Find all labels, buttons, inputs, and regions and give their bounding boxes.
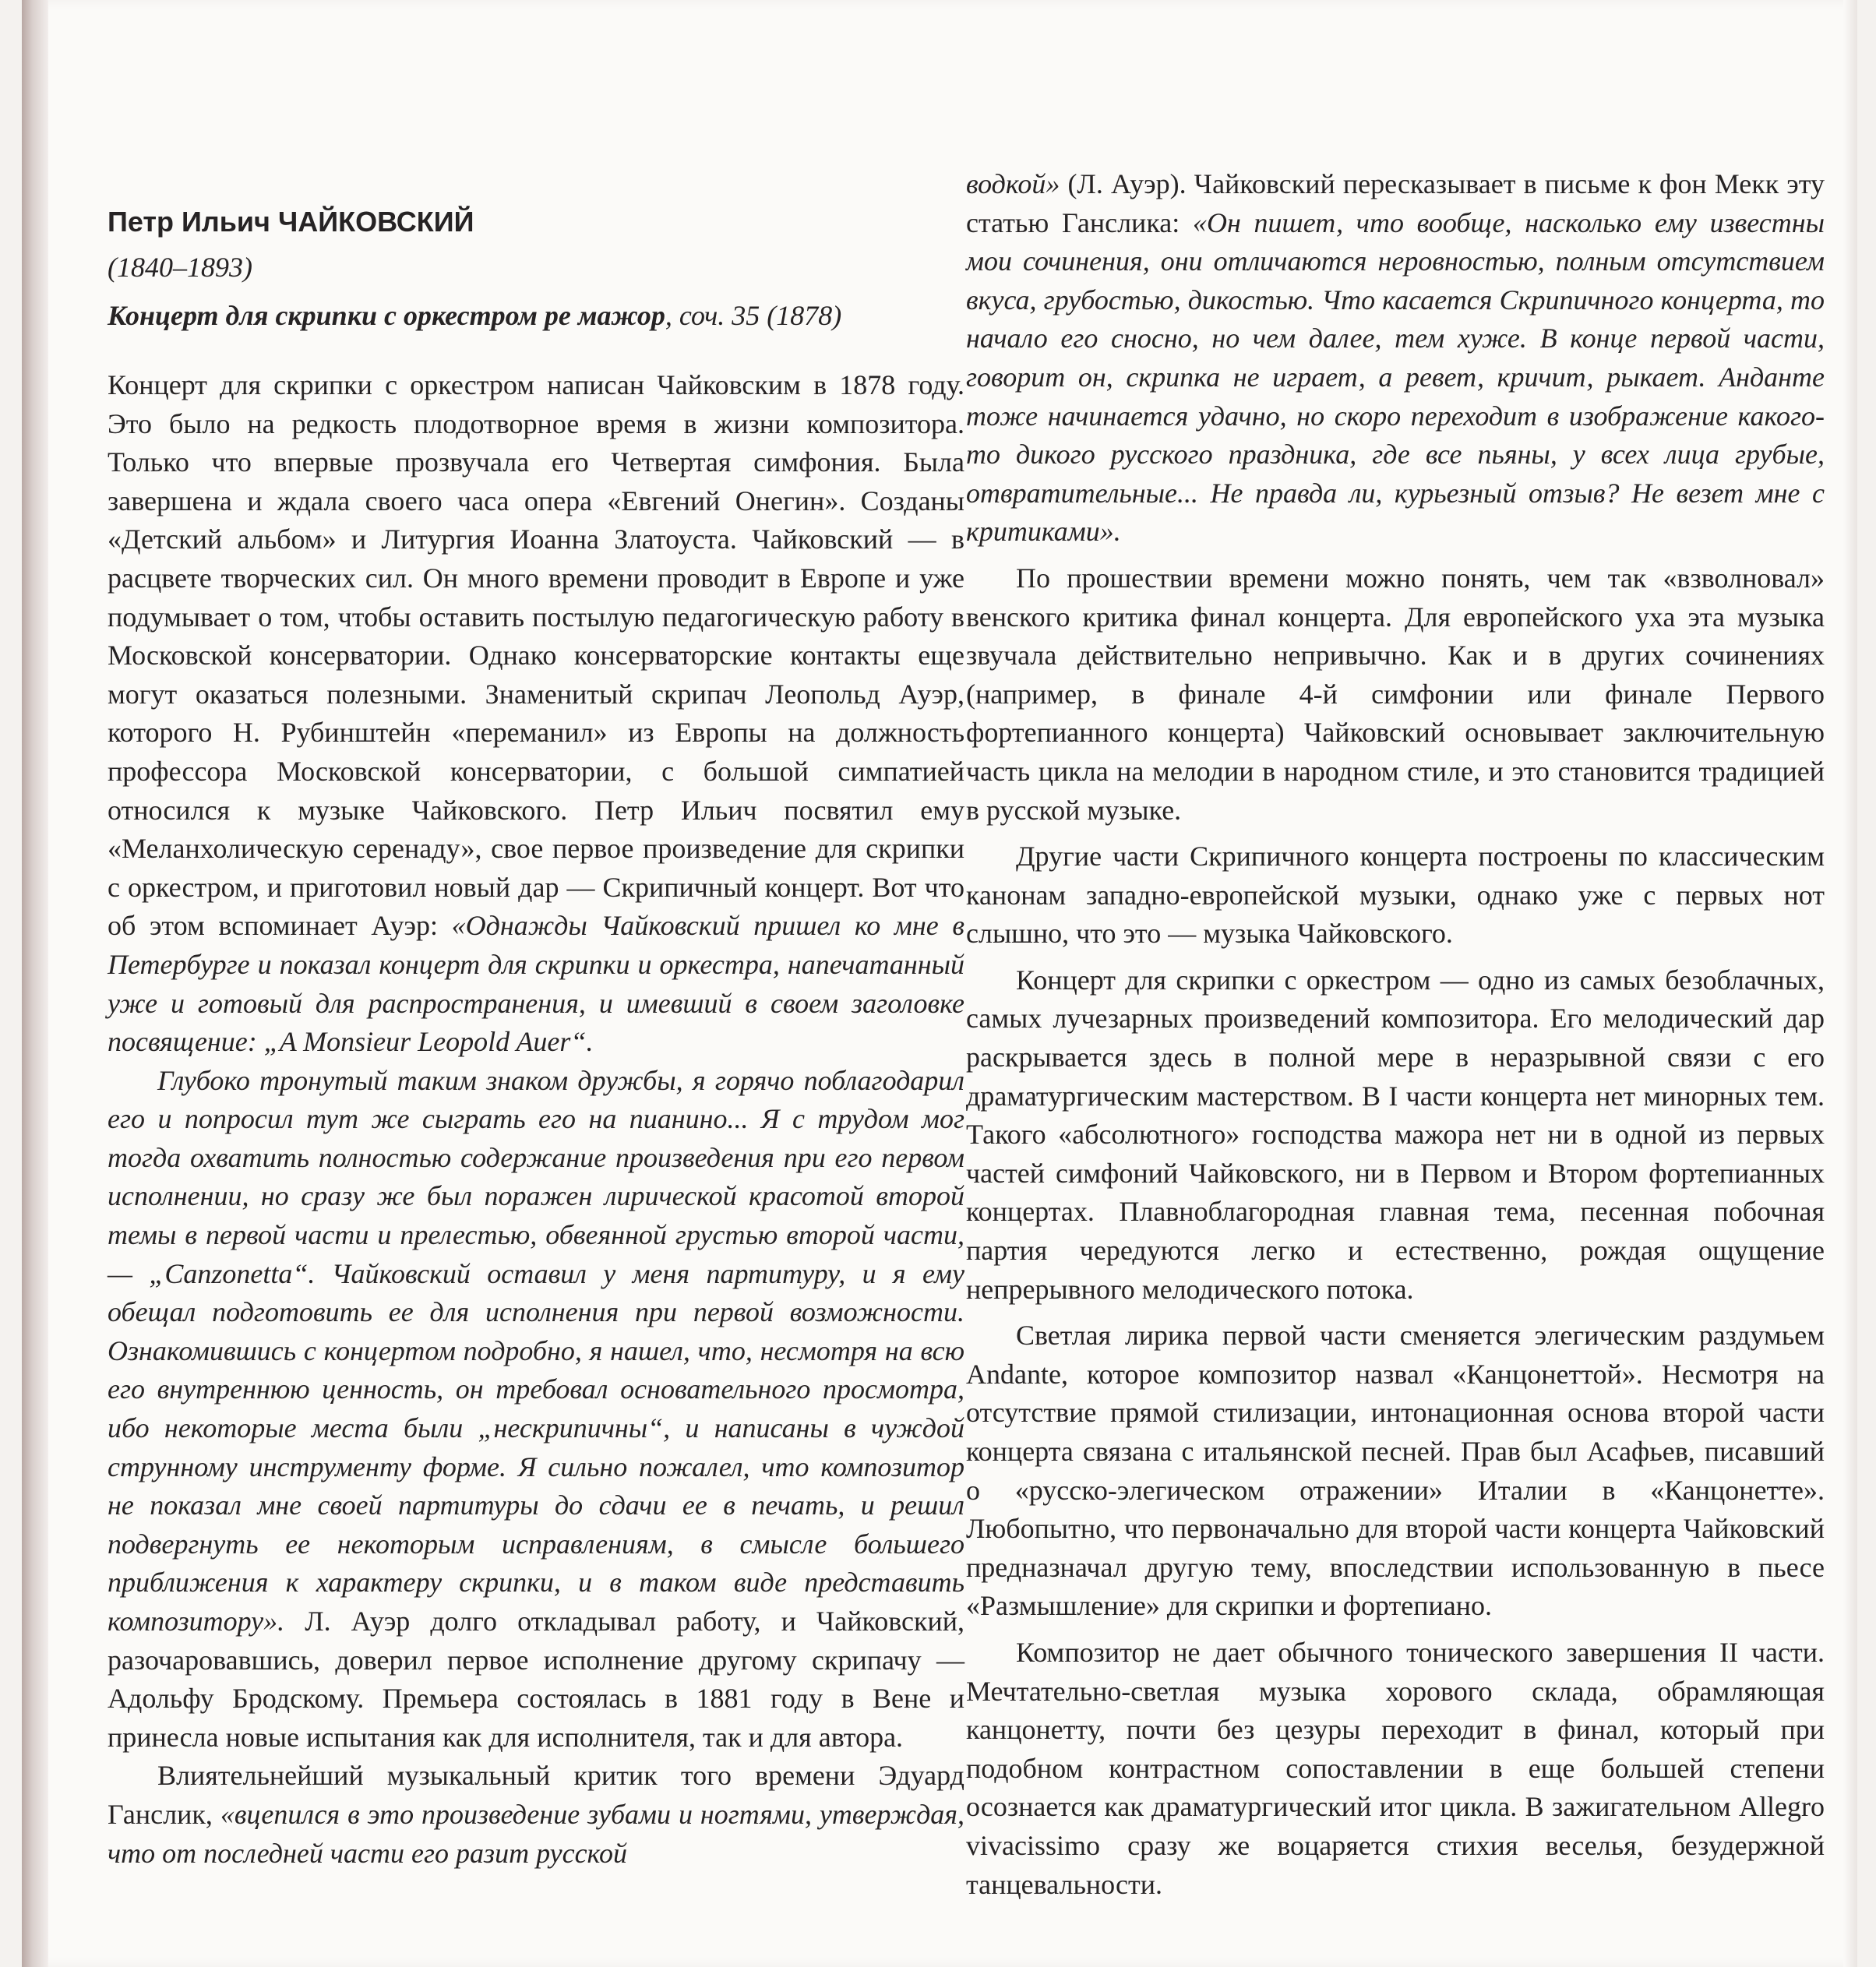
right-column (966, 165, 1825, 1904)
paragraph: Концерт для скрипки с оркестром — одно из самых безоблачных, самых лучезарных произведений композитора. Его мелодический дар раскрывается здесь в полной мере в неразрывной связи с его драматургическим мастерством. В I части концерта нет минорных тем. Такого «абсолютного» господства мажора нет ни в одной из первых частей симфоний Чайковского, ни в Первом и Втором фортепианных концертах. Плавноблагородная главная тема, песенная побочная партия чередуются легко и естественно, рождая ощущение непрерывного мелодического потока. (966, 964, 1825, 1305)
paragraph (108, 1062, 964, 1757)
work-title-text: Концерт для скрипки с оркестром ре мажор (108, 300, 665, 331)
quote-run: «вцепился в это произведение зубами и ногтями, утверждая, что от последней части его разит русской (108, 1798, 965, 1869)
paragraph: По прошествии времени можно понять, чем так «взволновал» венского критика финал концерта. Для европейского уха эта музыка звучала действительно непривычно. Как и в других сочинениях (например, в финале 4-й симфонии или финале Первого фортепианного концерта) Чайковский основывает заключительную часть цикла на мелодии в народном стиле, и это становится традицией в русской музыке. (966, 562, 1825, 826)
quote-run: Глубоко тронутый таким знаком дружбы, я горячо поблагодарил его и попросил тут же сыграть его на пианино... Я с трудом мог тогда охватить полностью содержание произведения при его первом исполнении, но сразу же был поражен лирической красотой второй темы в первой части и прелестью, обвеянной грустью второй части, — „Canzonetta“. Чайковский оставил у меня партитуру, и я ему обещал подготовить ее для исполнения при первой возможности. Ознакомившись с концертом подробно, я нашел, что, несмотря на всю его внутреннюю ценность, он требовал основательного просмотра, ибо некоторые места были „нескрипичны“, и написаны в чуждой струнному инструменту форме. Я сильно пожалел, что композитор не показал мне своей партитуры до сдачи ее в печать, и решил подвергнуть ее некоторым исправлениям, в смысле большего приближения к характеру скрипки, и в таком виде представить композитору». (108, 1064, 964, 1637)
paragraph: Композитор не дает обычного тонического завершения II части. Мечтательно-светлая музыка хорового склада, обрамляющая канцонетту, почти без цезуры переходит в финал, который при подобном контрастном сопоставлении в еще большей степени осознается как драматургический итог цикла. В зажигательном Allegro vivacissimo сразу же воцаряется стихия веселья, безудержной танцевальности. (966, 1636, 1825, 1900)
text-run: Л. Ауэр долго откладывал работу, и Чайковский, разочаровавшись, доверил первое исполнение другому скрипачу — Адольфу Бродскому. Премьера состоялась в 1881 году в Вене и принесла новые испытания как для исполнителя, так и для автора. (108, 1606, 964, 1753)
work-opus: , соч. 35 (1878) (665, 300, 842, 331)
paragraph: Другие части Скрипичного концерта построены по классическим канонам западно-европейской музыки, однако уже с первых нот слышно, что это — музыка Чайковского. (966, 841, 1825, 950)
paragraph (108, 1757, 964, 1873)
quote-run: «Однажды Чайковский пришел ко мне в Петербурге и показал концерт для скрипки и оркестра, напечатанный уже и готовый для распространения, и имевший в своем заголовке посвящение: „A Monsieur Leopold Auer“. (108, 910, 964, 1058)
author-name: Петр Ильич ЧАЙКОВСКИЙ (108, 206, 474, 238)
author-dates: (1840–1893) (108, 252, 252, 283)
page-edge-right (1843, 0, 1857, 1967)
text-run: Влиятельнейший музыкальный критик того времени Эдуард Ганслик, (108, 1760, 964, 1830)
work-title (108, 299, 841, 332)
quote-run: водкой» (966, 168, 1060, 199)
paragraph: Светлая лирика первой части сменяется элегическим раздумьем Andante, которое композитор назвал «Канцонеттой». Несмотря на отсутствие прямой стилизации, интонационная основа второй части концерта связана с итальянской песней. Прав был Асафьев, писавший о «русско-элегическом отражении» Италии в «Канцонетте». Любопытно, что первоначально для второй части концерта Чайковский предназначал другую тему, впоследствии использованную в пьесе «Размышление» для скрипки и фортепиано. (966, 1320, 1825, 1622)
paragraph (966, 165, 1825, 552)
paragraph (108, 366, 964, 1062)
left-column (108, 366, 964, 1873)
quote-run: «Он пишет, что вообще, насколько ему известны мои сочинения, они отличаются неровностью, полным отсутствием вкуса, грубостью, дикостью. Что касается Скрипичного концерта, то начало его сносно, но чем далее, тем хуже. В конце первой части, говорит он, скрипка не играет, а ревет, кричит, рыкает. Анданте тоже начинается удачно, но скоро переходит в изображение какого-то дикого русского праздника, где все пьяны, у всех лица грубые, отвратительные... Не правда ли, курьезный отзыв? Не везет мне с критиками». (966, 206, 1825, 548)
text-run: (Л. Ауэр). Чайковский пересказывает в письме к фон Мекк эту статью Ганслика: (966, 168, 1825, 238)
text-run: Концерт для скрипки с оркестром написан Чайковским в 1878 году. Это было на редкость плодотворное время в жизни композитора. Только что впервые прозвучала его Четвертая симфония. Была завершена и ждала своего часа опера «Евгений Онегин». Созданы «Детский альбом» и Литургия Иоанна Златоуста. Чайковский — в расцвете творческих сил. Он много времени проводит в Европе и уже подумывает о том, чтобы оставить постылую педагогическую работу в Московской консерватории. Однако консерваторские контакты еще могут оказаться полезными. Знаменитый скрипач Леопольд Ауэр, которого Н. Рубинштейн «переманил» из Европы на должность профессора Московской консерватории, с большой симпатией относился к музыке Чайковского. Петр Ильич посвятил ему «Меланхолическую серенаду», свое первое произведение для скрипки с оркестром, и приготовил новый дар — Скрипичный концерт. Вот что об этом вспоминает Ауэр: (108, 369, 964, 942)
page-edge-left (22, 0, 48, 1967)
